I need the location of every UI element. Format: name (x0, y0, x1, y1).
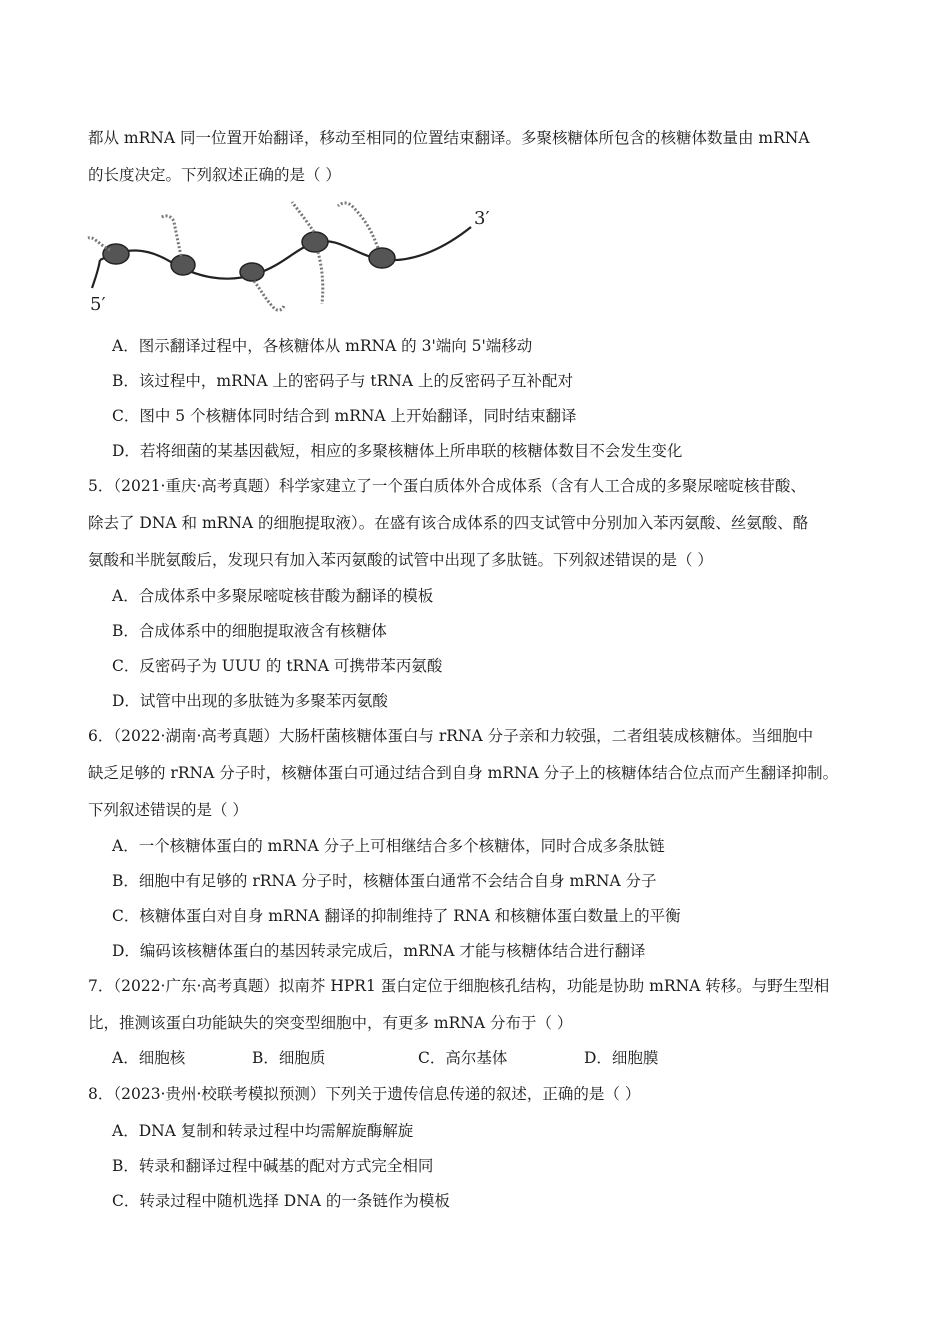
ribosome-2 (160, 216, 195, 275)
q4-stem-line-1: 都从 mRNA 同一位置开始翻译，移动至相同的位置结束翻译。多聚核糖体所包含的核糖体数量由 mRNA (88, 129, 810, 147)
ribosome-5 (338, 203, 395, 268)
ribosome-4 (292, 202, 328, 304)
q8-stem-line-1: 8．（2023·贵州·校联考模拟预测）下列关于遗传信息传递的叙述，正确的是（ ） (88, 1085, 641, 1103)
label-5-prime: 5′ (90, 294, 106, 315)
q4-option-b: B．该过程中，mRNA 上的密码子与 tRNA 上的反密码子互补配对 (112, 372, 573, 390)
q6-option-a: A．一个核糖体蛋白的 mRNA 分子上可相继结合多个核糖体，同时合成多条肽链 (112, 837, 665, 855)
q4-option-a: A．图示翻译过程中，各核糖体从 mRNA 的 3'端向 5'端移动 (112, 337, 533, 355)
q6-stem-line-1: 6．（2022·湖南·高考真题）大肠杆菌核糖体蛋白与 rRNA 分子亲和力较强，二者组装成核糖体。当细胞中 (88, 727, 814, 745)
q6-option-b: B．细胞中有足够的 rRNA 分子时，核糖体蛋白通常不会结合自身 mRNA 分子 (112, 872, 657, 890)
q5-option-c: C．反密码子为 UUU 的 tRNA 可携带苯丙氨酸 (112, 657, 443, 675)
q7-option-a: A．细胞核 (112, 1049, 186, 1067)
polyribosome-figure (86, 192, 506, 322)
q7-options-row (112, 1048, 872, 1070)
q5-option-d: D．试管中出现的多肽链为多聚苯丙氨酸 (112, 692, 388, 710)
q5-stem-line-1: 5．（2021·重庆·高考真题）科学家建立了一个蛋白质体外合成体系（含有人工合成的多聚尿嘧啶核苷酸、 (88, 477, 806, 495)
q7-stem-line-1: 7．（2022·广东·高考真题）拟南芥 HPR1 蛋白定位于细胞核孔结构，功能是协助 mRNA 转移。与野生型相 (88, 977, 830, 995)
q6-stem-line-2: 缺乏足够的 rRNA 分子时，核糖体蛋白可通过结合到自身 mRNA 分子上的核糖体结合位点而产生翻译抑制。 (88, 764, 839, 782)
ribosome-1 (88, 238, 129, 264)
q6-option-c: C．核糖体蛋白对自身 mRNA 翻译的抑制维持了 RNA 和核糖体蛋白数量上的平衡 (112, 907, 681, 925)
q5-option-a: A．合成体系中多聚尿嘧啶核苷酸为翻译的模板 (112, 587, 434, 605)
q6-stem-line-3: 下列叙述错误的是（ ） (88, 801, 248, 819)
q5-stem-line-2: 除去了 DNA 和 mRNA 的细胞提取液）。在盛有该合成体系的四支试管中分别加入苯丙氨酸、丝氨酸、酪 (88, 514, 809, 532)
q6-option-d: D．编码该核糖体蛋白的基因转录完成后，mRNA 才能与核糖体结合进行翻译 (112, 942, 646, 960)
q7-option-d: D．细胞膜 (584, 1049, 659, 1067)
mrna-strand (100, 227, 471, 279)
q5-option-b: B．合成体系中的细胞提取液含有核糖体 (112, 622, 387, 640)
q5-stem-line-3: 氨酸和半胱氨酸后，发现只有加入苯丙氨酸的试管中出现了多肽链。下列叙述错误的是（ ） (88, 551, 713, 569)
q4-option-c: C．图中 5 个核糖体同时结合到 mRNA 上开始翻译，同时结束翻译 (112, 407, 577, 425)
q8-option-a: A．DNA 复制和转录过程中均需解旋酶解旋 (112, 1122, 414, 1140)
mrna-5-tail (92, 260, 100, 288)
q4-option-d: D．若将细菌的某基因截短，相应的多聚核糖体上所串联的核糖体数目不会发生变化 (112, 442, 683, 460)
q7-option-b: B．细胞质 (252, 1049, 326, 1067)
q4-stem-line-2: 的长度决定。下列叙述正确的是（ ） (88, 166, 341, 184)
label-3-prime: 3′ (474, 208, 490, 229)
q7-stem-line-2: 比，推测该蛋白功能缺失的突变型细胞中，有更多 mRNA 分布于（ ） (88, 1014, 573, 1032)
ribosome-3 (240, 263, 284, 310)
q8-option-c: C．转录过程中随机选择 DNA 的一条链作为模板 (112, 1192, 450, 1210)
q7-option-c: C．高尔基体 (418, 1049, 508, 1067)
q8-option-b: B．转录和翻译过程中碱基的配对方式完全相同 (112, 1157, 434, 1175)
